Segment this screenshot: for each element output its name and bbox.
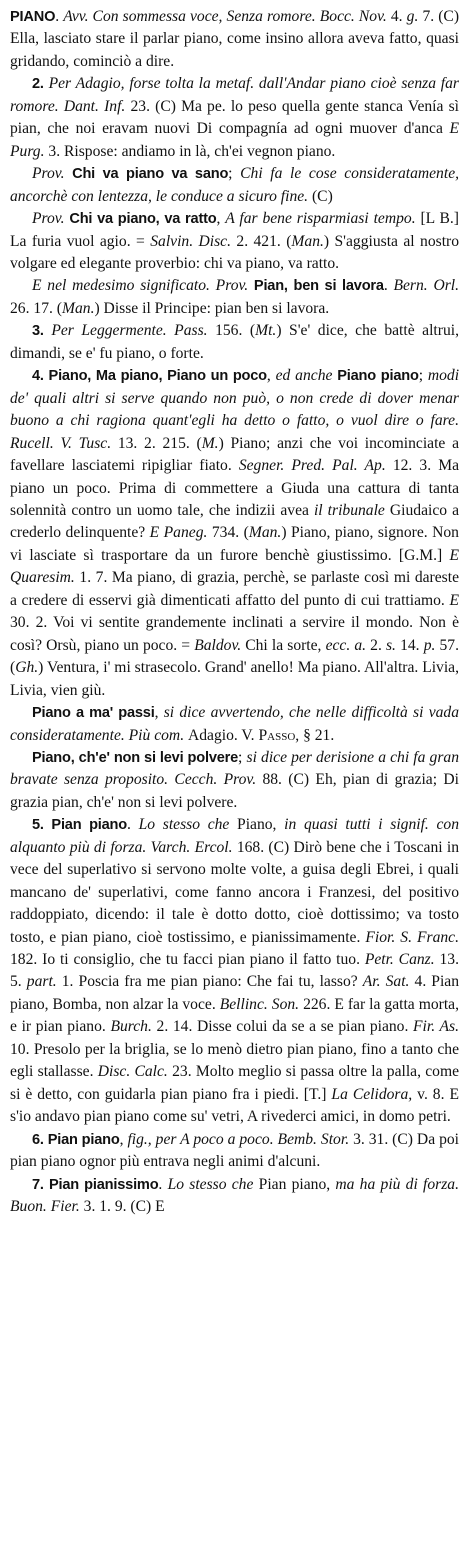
text-run: 2. — [370, 636, 386, 654]
text-run: 4. — [390, 8, 407, 25]
text-run: (C) — [311, 187, 333, 205]
text-run: 13. 2. 215. ( — [117, 434, 202, 452]
dictionary-paragraph — [10, 1174, 459, 1219]
text-run: 3. Rispose: andiamo in là, ch'ei vegnon piano. — [48, 142, 336, 160]
text-run: 26. 17. ( — [10, 299, 62, 317]
text-run: 734. ( — [211, 524, 249, 542]
dictionary-paragraph — [10, 320, 459, 365]
dictionary-paragraph — [10, 747, 459, 814]
text-run: . — [383, 277, 394, 295]
text-run: 3. 31. (C) Da poi pian piano ognor più entrava negli animi d'alcuni. — [10, 1130, 460, 1171]
text-run: ) Disse il Principe: pian ben si lavora. — [94, 299, 330, 317]
italic-text: Man. — [248, 524, 282, 542]
text-run: 88. (C) Eh, pian di grazia; Di grazia pian, ch'e' non si levi polvere. — [10, 771, 459, 811]
dictionary-paragraph — [10, 814, 459, 1128]
italic-text: ed anche — [275, 367, 338, 385]
italic-text: La Celidora, — [331, 1085, 418, 1103]
headword: Piano a ma' passi — [32, 705, 155, 722]
italic-text: ma ha più di forza. Buon. Fier. — [10, 1175, 460, 1216]
text-run: 23. (C) Ma pe. lo peso quella gente stanca Venía sì pian, che noi eravam nuovi Di compagnía ad ogni muover d'anca — [10, 97, 459, 138]
italic-text: E Purg. — [10, 120, 459, 160]
text-run: 2. 421. ( — [236, 232, 292, 250]
italic-text: Fior. S. Franc. — [365, 928, 459, 946]
italic-text: Man. — [61, 299, 95, 317]
italic-text: Bellinc. Son. — [219, 995, 304, 1013]
headword: 3. — [32, 323, 44, 340]
headword: Piano, ch'e' non si levi polvere — [32, 749, 239, 766]
text-run: ) Ventura, i' mi strasecolo. Grand' anello! Ma piano. All'altra. Livia, Livia, vien giù. — [10, 659, 459, 699]
text-run: 12. 3. Ma piano un poco. Prima di commettere a Giuda una cattura di tanta solennità contro un uomo tale, che indizii avea — [10, 457, 459, 519]
text-run: v. 8. E s'io andavo pian piano come su' vetri, A rivederci amici, in domo petri. — [10, 1085, 459, 1126]
text-run: [L B.] La furia vuol agio. = — [10, 210, 459, 250]
headword: 2. — [32, 76, 44, 93]
text-run: Giudaico a crederlo delinquente? — [10, 501, 459, 542]
italic-text: A far bene risparmiasi tempo. — [225, 210, 421, 228]
italic-text: E nel medesimo significato. Prov. — [32, 277, 254, 295]
dictionary-paragraph — [10, 163, 459, 208]
headword: 5. Pian piano — [32, 817, 127, 834]
headword: 7. Pian pianissimo — [32, 1176, 159, 1193]
italic-text: s. — [385, 636, 401, 654]
headword: Pian, ben si lavora — [253, 278, 384, 295]
headword: 6. Pian piano — [32, 1131, 120, 1148]
text-run: ; — [228, 165, 241, 183]
italic-text: E Paneg. — [149, 524, 212, 542]
italic-text: Salvin. Disc. — [150, 232, 237, 250]
italic-text: ecc. a. — [325, 636, 371, 654]
italic-text: fig., per A poco a poco. Bemb. Stor. — [127, 1130, 354, 1148]
dictionary-entries — [10, 6, 459, 1218]
italic-text: Per Adagio, forse tolta la metaf. dall'Andar piano cioè senza far romore. Dant. Inf. — [10, 75, 459, 115]
text-run: . — [127, 816, 139, 834]
text-run: ) Piano; anzi che voi incominciate a favellare lasciatemi ripigliar fiato. — [10, 434, 459, 475]
italic-text: Per Leggermente. Pass. — [51, 322, 216, 340]
text-run: 7. (C) Ella, lasciato stare il parlar piano, come insino allora aveva fatto, quasi gridando, cominciò a dire. — [10, 8, 460, 70]
italic-text: Chi fa le cose consideratamente, ancorchè con lentezza, le conduce a sicuro fine. — [10, 165, 460, 205]
italic-text: Gh. — [15, 659, 39, 677]
italic-text: part. — [26, 973, 62, 991]
headword: PIANO — [10, 9, 56, 25]
text-run: 3. 1. 9. (C) E — [83, 1198, 165, 1216]
italic-text: si dice avvertendo, che nelle difficoltà si vada consideratamente. Più com. — [10, 704, 460, 744]
text-run: 156. ( — [215, 322, 256, 340]
text-run: ) S'aggiusta al nostro volgare ed elegante proverbio: chi va piano, va ratto. — [10, 232, 460, 272]
headword: Piano piano — [337, 368, 419, 385]
italic-text: modi de' quali altri si serve quando non può, o non crede di dover menar buono a chi ragiona quant'egli ha detto o fatto, o vuol dire o fare. Rucell. V. Tusc. — [10, 367, 460, 452]
text-run: 13. 5. — [10, 951, 459, 991]
dictionary-paragraph — [10, 6, 459, 73]
italic-text: Segner. Pred. Pal. Ap. — [238, 457, 393, 475]
italic-text: Fir. As. — [413, 1018, 459, 1036]
text-run: , — [119, 1130, 128, 1148]
italic-text: Avv. Con sommessa voce, Senza romore. Bocc. Nov. — [63, 8, 391, 25]
dictionary-paragraph — [10, 275, 459, 320]
italic-text: Lo stesso che — [138, 816, 238, 834]
text-run: 226. E far la gatta morta, e ir pian piano. — [10, 995, 459, 1036]
text-run: ; — [238, 748, 247, 766]
text-run: ) S'e' dice, che battè altrui, dimandi, se e' fu piano, o forte. — [10, 322, 459, 362]
text-run: 182. Io ti consiglio, che tu facci pian piano il fatto tuo. — [10, 951, 365, 969]
text-run: 10. Presolo per la briglia, se lo menò dietro pian piano, fino a tanto che egli stallasse. — [10, 1040, 459, 1081]
italic-text: si dice per derisione a chi fa gran bravate senza proposito. Cecch. Prov. — [10, 748, 460, 789]
dictionary-paragraph — [10, 365, 459, 702]
dictionary-paragraph — [10, 702, 459, 747]
text-run: , — [154, 704, 164, 722]
italic-text: g. — [406, 8, 423, 25]
italic-text: Disc. Calc. — [97, 1063, 173, 1081]
headword: Chi va piano va sano — [72, 166, 229, 183]
text-run: ; — [418, 367, 428, 385]
italic-text: Baldov. — [194, 636, 246, 654]
italic-text: E — [449, 591, 459, 609]
text-run: 1. 7. Ma piano, di grazia, perchè, se parlaste così mi dareste a credere di esservi già dimenticati affatto del punto di cui trattiamo. — [10, 569, 459, 609]
italic-text: Bern. Orl. — [393, 277, 460, 295]
headword: 4. Piano, Ma piano, Piano un poco — [32, 368, 267, 385]
text-run: , — [216, 210, 226, 228]
text-run: 57. ( — [10, 636, 459, 677]
italic-text: E Quaresim. — [10, 546, 459, 587]
text-run: Pian piano, — [258, 1175, 336, 1193]
dictionary-paragraph — [10, 73, 459, 163]
small-caps-text: Passo — [258, 726, 296, 744]
text-run: Piano, — [237, 816, 285, 834]
italic-text: M. — [201, 434, 219, 452]
text-run: 14. — [400, 636, 424, 654]
text-run: 23. Molto meglio si passa oltre la palla, come si è detto, con guidarla pian piano fra i piedi. [T.] — [10, 1063, 459, 1103]
italic-text: Mt. — [255, 322, 277, 340]
dictionary-paragraph — [10, 208, 459, 275]
italic-text: Ar. Sat. — [362, 973, 415, 991]
italic-text: Petr. Canz. — [364, 951, 440, 969]
text-run: ) Piano, piano, signore. Non vi lasciate sì trasportare da un furore benchè giustissimo. [G.M.] — [10, 524, 459, 564]
text-run: Adagio. V. — [188, 726, 259, 744]
text-run: 168. (C) Dirò bene che i Toscani in vece del superlativo si servono molte volte, a guisa degli Ebrei, i quali mancano de' superlativi, come fanno ancora i Franzesi, del positivo raddoppiato, dicendo: il tale è dotto dotto, cioè dottissimo; va tosto tosto, e pian piano, cioè tostissimo, e pianissimamente. — [10, 838, 459, 946]
italic-text: in quasi tutti i signif. con alquanto più di forza. Varch. Ercol. — [10, 816, 460, 856]
italic-text: p. — [423, 636, 440, 654]
text-run: 30. 2. Voi vi sentite grandemente inclinati a servire il mondo. Non è così? Orsù, piano un poco. = — [10, 614, 459, 654]
text-run: . — [55, 8, 64, 25]
italic-text: il tribunale — [313, 501, 390, 519]
text-run: , — [266, 367, 276, 385]
text-run: , § 21. — [295, 726, 335, 744]
italic-text: Man. — [291, 232, 324, 250]
text-run: 4. Pian piano, Bomba, non alzar la voce. — [10, 973, 460, 1013]
dictionary-paragraph — [10, 1129, 459, 1174]
text-run: 1. Poscia fra me pian piano: Che fai tu, lasso? — [61, 973, 363, 991]
text-run: 2. 14. Disse colui da se a se pian piano. — [156, 1018, 414, 1036]
text-run: Chi la sorte, — [245, 636, 326, 654]
italic-text: Prov. — [32, 210, 70, 228]
italic-text: Prov. — [32, 165, 73, 183]
italic-text: Burch. — [110, 1018, 157, 1036]
text-run: . — [158, 1175, 168, 1193]
italic-text: Lo stesso che — [167, 1175, 259, 1193]
headword: Chi va piano, va ratto — [69, 211, 217, 228]
